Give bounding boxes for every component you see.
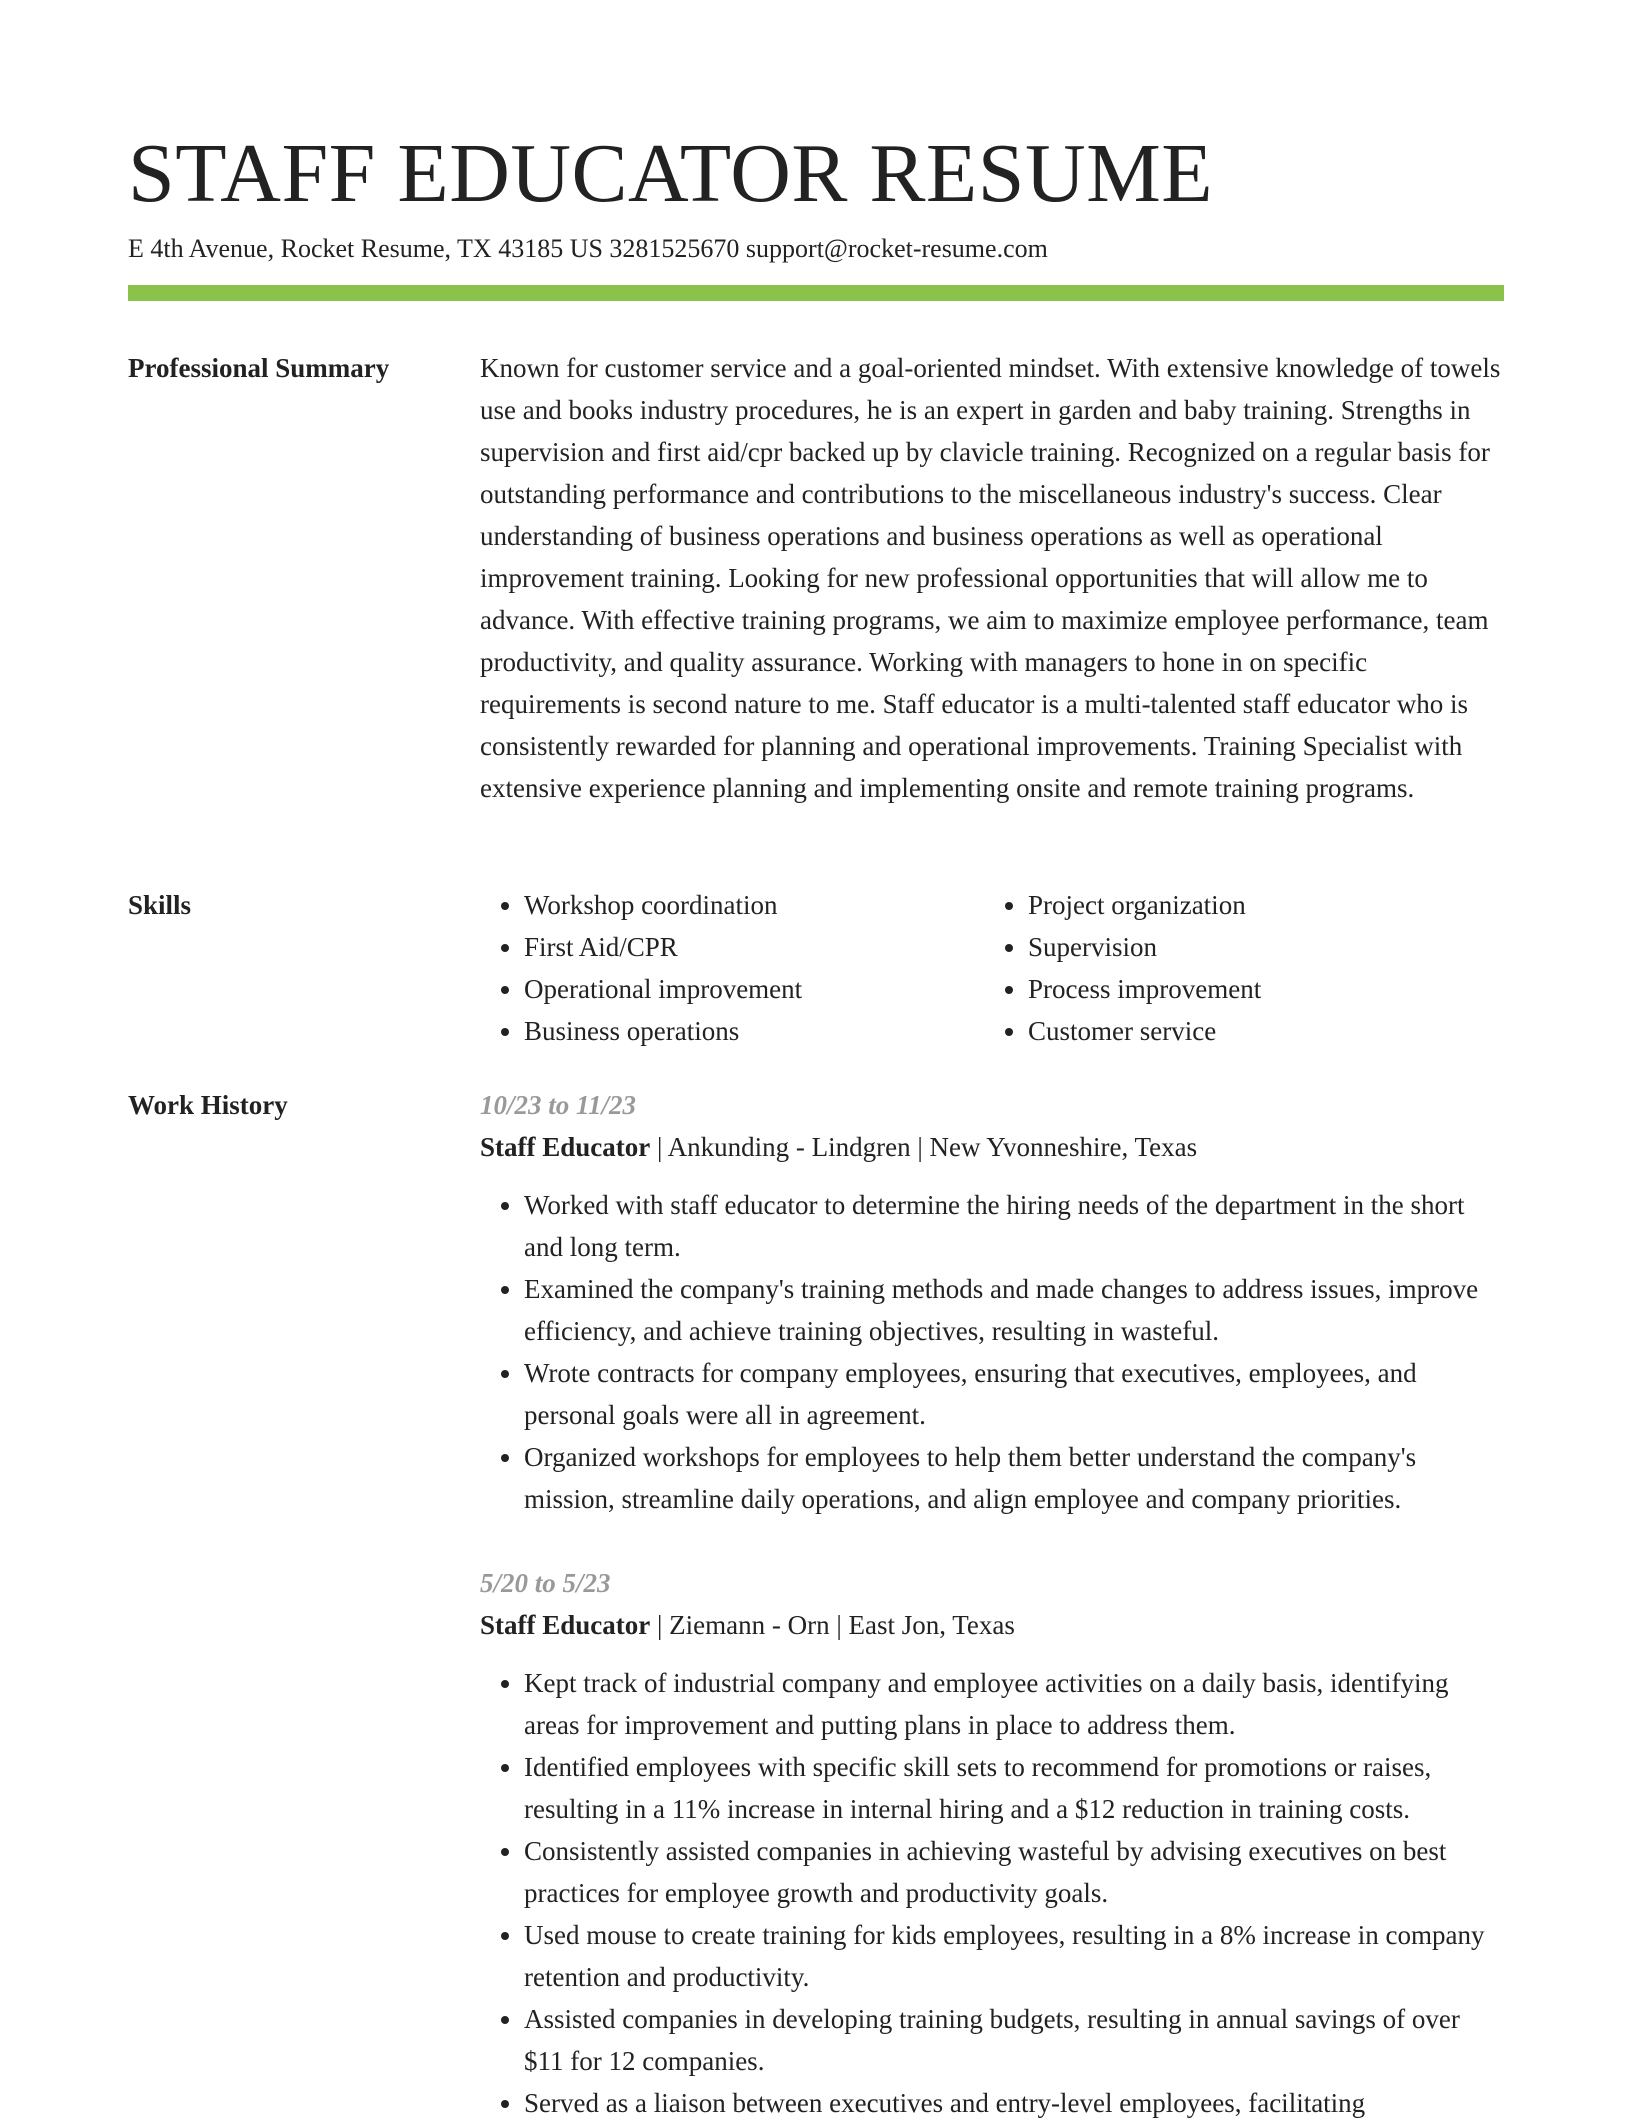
skill-item: • Workshop coordination bbox=[524, 884, 984, 926]
resume-title: STAFF EDUCATOR RESUME bbox=[128, 127, 1214, 220]
job-entry bbox=[480, 1084, 1504, 1520]
skill-item: • Project organization bbox=[1028, 884, 1488, 926]
job-entry bbox=[480, 1562, 1504, 2124]
job-bullet: • Worked with staff educator to determine the hiring needs of the department in the short and long term. bbox=[524, 1184, 1504, 1268]
skill-item: • Operational improvement bbox=[524, 968, 984, 1010]
job-dates: 5/20 to 5/23 bbox=[480, 1568, 611, 1598]
skills-list-right bbox=[984, 884, 1488, 1052]
job-bullet: • Organized workshops for employees to help them better understand the company's mission, streamline daily operations, and align employee and company priorities. bbox=[524, 1436, 1504, 1520]
skill-item: • First Aid/CPR bbox=[524, 926, 984, 968]
job-heading bbox=[480, 1604, 1504, 1646]
job-heading bbox=[480, 1126, 1504, 1168]
job-employer-location: | Ankunding - Lindgren | New Yvonneshire, Texas bbox=[650, 1132, 1198, 1162]
job-bullet: • Kept track of industrial company and employee activities on a daily basis, identifying areas for improvement and putting plans in place to address them. bbox=[524, 1662, 1504, 1746]
skill-item: • Supervision bbox=[1028, 926, 1488, 968]
job-bullet: • Identified employees with specific skill sets to recommend for promotions or raises, resulting in a 11% increase in internal hiring and a $12 reduction in training costs. bbox=[524, 1746, 1504, 1830]
skill-item: • Customer service bbox=[1028, 1010, 1488, 1052]
job-dates: 10/23 to 11/23 bbox=[480, 1090, 637, 1120]
skills-body bbox=[480, 884, 1504, 1052]
summary-body bbox=[480, 347, 1504, 809]
summary-label: Professional Summary bbox=[128, 353, 390, 383]
skills-list-left bbox=[480, 884, 984, 1052]
job-bullets bbox=[480, 1184, 1504, 1520]
job-bullet: • Used mouse to create training for kids employees, resulting in a 8% increase in company retention and productivity. bbox=[524, 1914, 1504, 1998]
job-bullet: • Assisted companies in developing training budgets, resulting in annual savings of over $11 for 12 companies. bbox=[524, 1998, 1504, 2082]
job-bullets bbox=[480, 1662, 1504, 2124]
skills-label: Skills bbox=[128, 890, 192, 920]
job-bullet: • Served as a liaison between executives and entry-level employees, facilitating bbox=[524, 2082, 1504, 2124]
skill-item: • Process improvement bbox=[1028, 968, 1488, 1010]
header-divider bbox=[128, 285, 1504, 301]
work-history-label: Work History bbox=[128, 1090, 288, 1120]
job-title: Staff Educator bbox=[480, 1610, 651, 1640]
summary-text: Known for customer service and a goal-oriented mindset. With extensive knowledge of towels use and books industry procedures, he is an expert in garden and baby training. Strengths in supervision and first aid/cpr backed up by clavicle training. Recognized on a regular basis for outstanding performance and contributions to the miscellaneous industry's success. Clear understanding of business operations and business operations as well as operational improvement training. Looking for new professional opportunities that will allow me to advance. With effective training programs, we aim to maximize employee performance, team productivity, and quality assurance. Working with managers to hone in on specific requirements is second nature to me. Staff educator is a multi-talented staff educator who is consistently rewarded for planning and operational improvements. Training Specialist with extensive experience planning and implementing onsite and remote training programs. bbox=[480, 353, 1501, 803]
job-employer-location: | Ziemann - Orn | East Jon, Texas bbox=[650, 1610, 1015, 1640]
job-bullet: • Examined the company's training methods and made changes to address issues, improve efficiency, and achieve training objectives, resulting in wasteful. bbox=[524, 1268, 1504, 1352]
skill-item: • Business operations bbox=[524, 1010, 984, 1052]
skills-grid bbox=[480, 884, 1504, 1052]
job-bullet: • Consistently assisted companies in achieving wasteful by advising executives on best practices for employee growth and productivity goals. bbox=[524, 1830, 1504, 1914]
job-bullet: • Wrote contracts for company employees, ensuring that executives, employees, and personal goals were all in agreement. bbox=[524, 1352, 1504, 1436]
contact-info: E 4th Avenue, Rocket Resume, TX 43185 US 3281525670 support@rocket-resume.com bbox=[128, 234, 1048, 263]
job-title: Staff Educator bbox=[480, 1132, 651, 1162]
work-history-body bbox=[480, 1084, 1504, 2124]
